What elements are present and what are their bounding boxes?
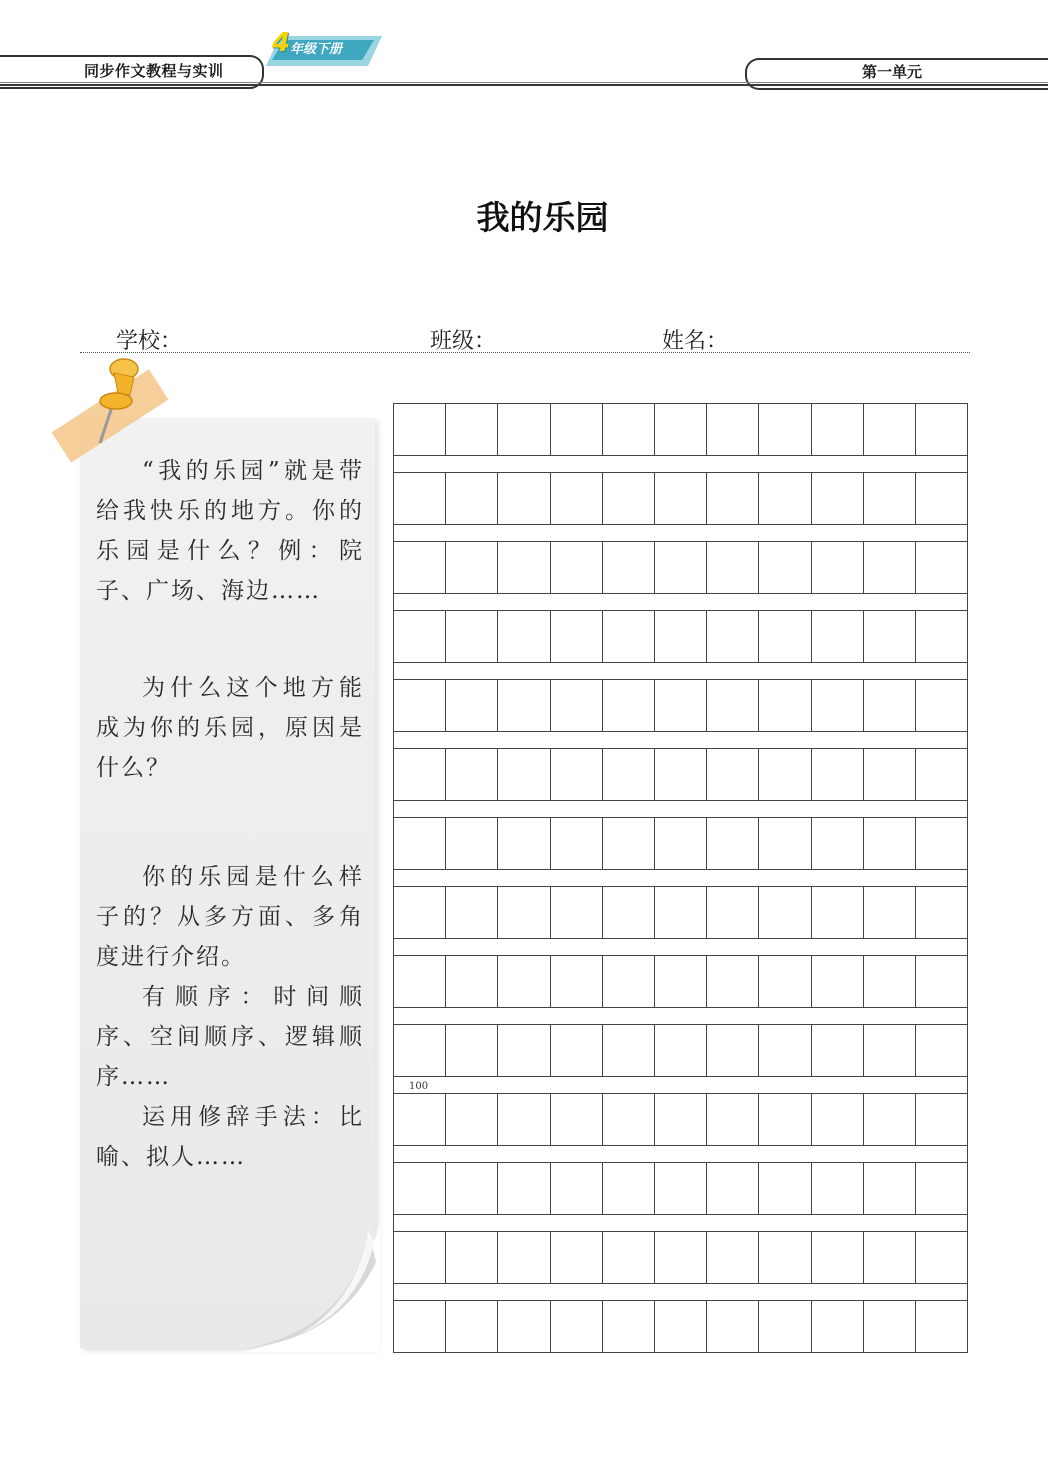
grid-cell[interactable] — [394, 887, 446, 938]
header-rule — [0, 84, 1048, 86]
grid-cell[interactable] — [812, 1163, 864, 1214]
grid-cell[interactable] — [498, 542, 550, 593]
grid-cell[interactable] — [551, 818, 603, 869]
grid-cell[interactable] — [812, 956, 864, 1007]
grid-cell[interactable] — [707, 404, 759, 455]
grid-cell[interactable] — [707, 749, 759, 800]
grid-cell[interactable] — [551, 404, 603, 455]
page-title: 我的乐园 — [476, 198, 609, 237]
grid-cell[interactable] — [707, 473, 759, 524]
grid-cell[interactable] — [603, 404, 655, 455]
grid-cell[interactable] — [707, 887, 759, 938]
grid-cell[interactable] — [864, 1163, 916, 1214]
grid-cell[interactable] — [394, 404, 446, 455]
grid-cell[interactable] — [864, 818, 916, 869]
grid-cell[interactable] — [498, 749, 550, 800]
grid-cell[interactable] — [916, 473, 967, 524]
grid-cell[interactable] — [759, 1094, 811, 1145]
grid-cell[interactable] — [551, 749, 603, 800]
word-count-marker: 100 — [409, 1081, 429, 1092]
grid-cell[interactable] — [603, 956, 655, 1007]
grid-cell[interactable] — [864, 1232, 916, 1283]
grid-cell[interactable] — [655, 1232, 707, 1283]
grid-row — [393, 610, 968, 663]
grid-cell[interactable] — [446, 473, 498, 524]
grid-cell[interactable] — [394, 680, 446, 731]
grid-cell[interactable] — [446, 956, 498, 1007]
grid-cell[interactable] — [446, 1025, 498, 1076]
grid-cell[interactable] — [812, 1232, 864, 1283]
grid-cell[interactable] — [812, 1301, 864, 1352]
grid-cell[interactable] — [498, 1301, 550, 1352]
grid-cell[interactable] — [916, 1094, 967, 1145]
grid-cell[interactable] — [446, 1301, 498, 1352]
tip-reason — [96, 668, 364, 788]
grid-cell[interactable] — [603, 818, 655, 869]
class-label: 班级： — [430, 329, 497, 354]
grid-row — [393, 472, 968, 525]
grid-row — [393, 1024, 968, 1077]
grid-cell[interactable] — [603, 887, 655, 938]
grid-cell[interactable] — [446, 818, 498, 869]
school-label: 学校： — [116, 329, 183, 354]
grid-cell[interactable] — [446, 887, 498, 938]
grid-row — [393, 817, 968, 870]
grid-cell[interactable] — [603, 611, 655, 662]
grid-row — [393, 1300, 968, 1353]
grid-cell[interactable] — [603, 1094, 655, 1145]
grid-row — [393, 748, 968, 801]
header-rule-thin — [0, 82, 1048, 83]
grid-cell[interactable] — [812, 680, 864, 731]
grid-cell[interactable] — [759, 404, 811, 455]
info-dotted-line — [80, 352, 970, 353]
grid-row — [393, 955, 968, 1008]
grid-cell[interactable] — [603, 542, 655, 593]
grid-cell[interactable] — [498, 956, 550, 1007]
grid-cell[interactable] — [498, 611, 550, 662]
grid-cell[interactable] — [707, 1163, 759, 1214]
grid-cell[interactable] — [603, 1301, 655, 1352]
tip-paragraph-5: 运用修辞手法：比喻、拟人…… — [96, 1104, 364, 1170]
grid-cell[interactable] — [446, 404, 498, 455]
grid-cell[interactable] — [707, 1094, 759, 1145]
name-label: 姓名： — [662, 329, 729, 354]
grid-cell[interactable] — [707, 956, 759, 1007]
grid-cell[interactable] — [812, 1025, 864, 1076]
grid-cell[interactable] — [655, 1094, 707, 1145]
grid-cell[interactable] — [655, 680, 707, 731]
tip-paragraph-3: 你的乐园是什么样子的？从多方面、多角度进行介绍。 — [96, 864, 364, 970]
grid-cell[interactable] — [707, 680, 759, 731]
grid-cell[interactable] — [446, 542, 498, 593]
page-curl — [240, 1222, 380, 1352]
grid-cell[interactable] — [498, 1094, 550, 1145]
grid-cell[interactable] — [394, 1163, 446, 1214]
grid-cell[interactable] — [864, 1301, 916, 1352]
grid-cell[interactable] — [446, 1163, 498, 1214]
grid-cell[interactable] — [916, 680, 967, 731]
grid-row — [393, 886, 968, 939]
grid-cell[interactable] — [394, 611, 446, 662]
grid-cell[interactable] — [655, 887, 707, 938]
grid-cell[interactable] — [916, 749, 967, 800]
grid-cell[interactable] — [394, 542, 446, 593]
grid-cell[interactable] — [603, 1232, 655, 1283]
grid-cell[interactable] — [916, 956, 967, 1007]
grid-cell[interactable] — [655, 542, 707, 593]
grid-cell[interactable] — [759, 1163, 811, 1214]
grid-cell[interactable] — [864, 749, 916, 800]
grid-row — [393, 1093, 968, 1146]
grid-cell[interactable] — [603, 1163, 655, 1214]
grid-cell[interactable] — [812, 1094, 864, 1145]
grid-row-gap — [393, 1077, 968, 1093]
grid-cell[interactable] — [655, 749, 707, 800]
grid-cell[interactable] — [707, 818, 759, 869]
grid-cell[interactable] — [759, 1301, 811, 1352]
grid-cell[interactable] — [864, 887, 916, 938]
grid-row-gap — [393, 663, 968, 679]
grid-cell[interactable] — [759, 473, 811, 524]
grid-cell[interactable] — [394, 1094, 446, 1145]
grid-cell[interactable] — [394, 749, 446, 800]
grid-cell[interactable] — [707, 611, 759, 662]
grid-cell[interactable] — [603, 680, 655, 731]
grid-cell[interactable] — [812, 887, 864, 938]
grid-cell[interactable] — [759, 887, 811, 938]
grid-cell[interactable] — [759, 1025, 811, 1076]
writing-grid — [393, 403, 968, 1353]
grid-cell[interactable] — [603, 1025, 655, 1076]
grid-cell[interactable] — [603, 473, 655, 524]
book-title: 同步作文教程与实训 — [84, 62, 224, 80]
tip-paragraph-1: “我的乐园”就是带给我快乐的地方。你的乐园是什么？例：院子、广场、海边…… — [96, 458, 364, 604]
grid-row-gap — [393, 870, 968, 886]
grid-cell[interactable] — [551, 1232, 603, 1283]
grid-cell[interactable] — [394, 1025, 446, 1076]
grid-cell[interactable] — [812, 542, 864, 593]
grid-cell[interactable] — [812, 818, 864, 869]
grid-cell[interactable] — [916, 404, 967, 455]
grid-cell[interactable] — [759, 818, 811, 869]
grid-row — [393, 403, 968, 456]
grid-cell[interactable] — [707, 542, 759, 593]
grid-cell[interactable] — [916, 1301, 967, 1352]
grid-cell[interactable] — [812, 404, 864, 455]
grid-cell[interactable] — [707, 1301, 759, 1352]
grid-cell[interactable] — [864, 1025, 916, 1076]
grid-cell[interactable] — [551, 1094, 603, 1145]
grid-row — [393, 541, 968, 594]
grid-cell[interactable] — [551, 1163, 603, 1214]
grid-cell[interactable] — [498, 818, 550, 869]
grid-cell[interactable] — [498, 680, 550, 731]
grid-cell[interactable] — [864, 404, 916, 455]
grid-cell[interactable] — [759, 542, 811, 593]
grid-cell[interactable] — [498, 404, 550, 455]
grid-row — [393, 1162, 968, 1215]
grid-cell[interactable] — [498, 1163, 550, 1214]
grid-cell[interactable] — [759, 749, 811, 800]
grid-cell[interactable] — [864, 956, 916, 1007]
grid-cell[interactable] — [498, 473, 550, 524]
grid-cell[interactable] — [603, 749, 655, 800]
grid-cell[interactable] — [394, 818, 446, 869]
grid-cell[interactable] — [759, 611, 811, 662]
grid-cell[interactable] — [498, 1232, 550, 1283]
tip-description — [96, 857, 364, 1177]
grid-cell[interactable] — [498, 1025, 550, 1076]
grid-cell[interactable] — [655, 473, 707, 524]
grid-cell[interactable] — [864, 473, 916, 524]
grid-row-gap — [393, 801, 968, 817]
grid-cell[interactable] — [759, 1232, 811, 1283]
pushpin-icon — [90, 355, 150, 450]
grid-cell[interactable] — [551, 680, 603, 731]
grade-label: 年级下册 — [290, 42, 343, 57]
grid-cell[interactable] — [551, 473, 603, 524]
grid-cell[interactable] — [394, 956, 446, 1007]
grid-row-gap — [393, 732, 968, 748]
grid-cell[interactable] — [551, 611, 603, 662]
grid-cell[interactable] — [446, 749, 498, 800]
grid-cell[interactable] — [916, 611, 967, 662]
grid-cell[interactable] — [812, 611, 864, 662]
grid-row-gap — [393, 939, 968, 955]
grid-cell[interactable] — [655, 1163, 707, 1214]
grid-cell[interactable] — [864, 680, 916, 731]
grid-cell[interactable] — [707, 1232, 759, 1283]
grid-cell[interactable] — [446, 611, 498, 662]
grid-cell[interactable] — [394, 1232, 446, 1283]
grid-cell[interactable] — [394, 473, 446, 524]
grid-row-gap — [393, 1215, 968, 1231]
grid-cell[interactable] — [394, 1301, 446, 1352]
grid-cell[interactable] — [916, 1025, 967, 1076]
grid-cell[interactable] — [551, 1301, 603, 1352]
grid-cell[interactable] — [655, 1301, 707, 1352]
grid-cell[interactable] — [916, 1232, 967, 1283]
grid-row-gap — [393, 1284, 968, 1300]
grid-cell[interactable] — [655, 1025, 707, 1076]
grid-cell[interactable] — [551, 956, 603, 1007]
grid-cell[interactable] — [707, 1025, 759, 1076]
grid-cell[interactable] — [655, 818, 707, 869]
tip-paragraph-4: 有顺序：时间顺序、空间顺序、逻辑顺序…… — [96, 984, 364, 1090]
grid-cell[interactable] — [916, 542, 967, 593]
grid-cell[interactable] — [446, 680, 498, 731]
grid-cell[interactable] — [446, 1094, 498, 1145]
grid-cell[interactable] — [655, 611, 707, 662]
grid-row-gap — [393, 1146, 968, 1162]
grid-row-gap — [393, 594, 968, 610]
grid-row — [393, 679, 968, 732]
grid-row — [393, 1231, 968, 1284]
grid-cell[interactable] — [655, 956, 707, 1007]
grid-row-gap — [393, 1008, 968, 1024]
unit-title: 第一单元 — [862, 63, 923, 81]
grid-row-gap — [393, 525, 968, 541]
grid-cell[interactable] — [551, 1025, 603, 1076]
grid-cell[interactable] — [864, 611, 916, 662]
grid-cell[interactable] — [655, 404, 707, 455]
grid-cell[interactable] — [812, 473, 864, 524]
grid-cell[interactable] — [864, 1094, 916, 1145]
grid-cell[interactable] — [551, 542, 603, 593]
grid-cell[interactable] — [916, 887, 967, 938]
grid-cell[interactable] — [864, 542, 916, 593]
grid-cell[interactable] — [498, 887, 550, 938]
tip-intro — [96, 451, 364, 611]
tip-paragraph-2: 为什么这个地方能成为你的乐园，原因是什么？ — [96, 675, 364, 781]
grid-cell[interactable] — [551, 887, 603, 938]
grid-cell[interactable] — [916, 818, 967, 869]
grade-number: 4 — [272, 28, 291, 58]
grid-row-gap — [393, 456, 968, 472]
grid-cell[interactable] — [916, 1163, 967, 1214]
grid-cell[interactable] — [759, 956, 811, 1007]
grid-cell[interactable] — [812, 749, 864, 800]
grid-cell[interactable] — [446, 1232, 498, 1283]
grid-cell[interactable] — [759, 680, 811, 731]
